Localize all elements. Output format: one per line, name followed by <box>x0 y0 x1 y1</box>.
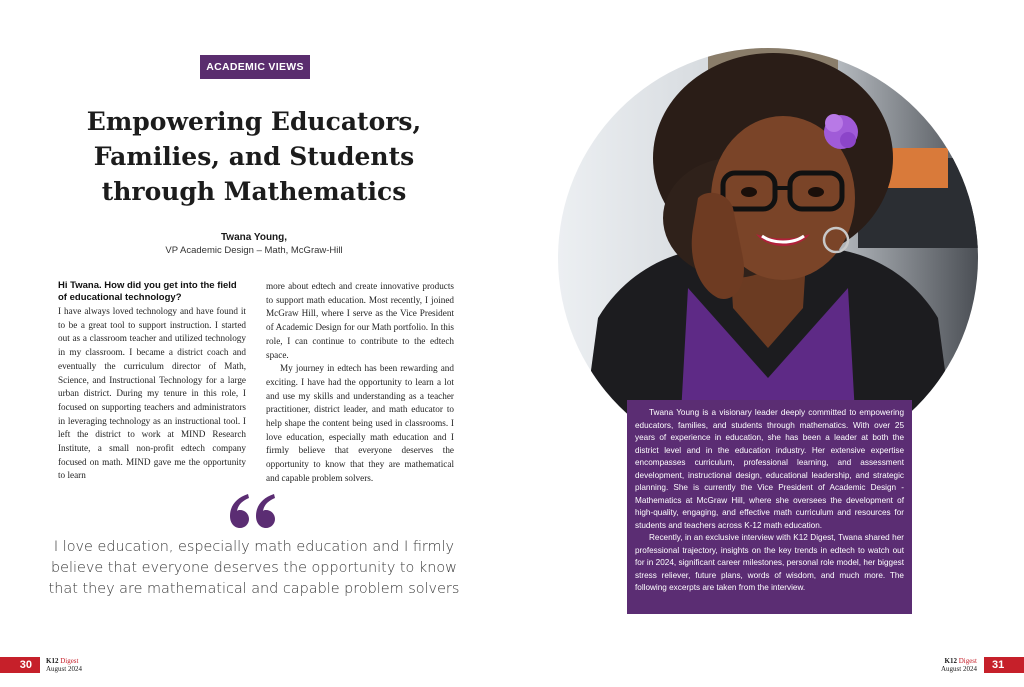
answer-paragraph: My journey in edtech has been rewarding and exciting. I have had the opportunity to learn a lot and use my skills and understanding as a teacher practitioner, district leader, and math educator to help shape the content being used in classrooms. I love education, especially math education and I firmly believe that everyone deserves the opportunity to know that they are mathematical and capable problem solvers. <box>266 363 454 483</box>
quote-mark-icon <box>226 488 282 532</box>
page-number-right: 31 <box>984 657 1024 673</box>
brand-digest: Digest <box>60 657 79 665</box>
article-title: Empowering Educators, Families, and Students through Mathematics <box>86 107 422 206</box>
issue-date: August 2024 <box>941 665 977 673</box>
brand-digest: Digest <box>958 657 977 665</box>
footer-brand-right <box>941 657 977 673</box>
page-number-left: 30 <box>0 657 40 673</box>
article-column-left <box>58 280 246 483</box>
author-bio-box <box>627 400 912 614</box>
answer-paragraph-continued: more about edtech and create innovative products to support math education. Most recently, I joined McGraw Hill, where I serve as the Vice President of Academic Design for our Math portfolio. In this role, I can continue to contribute to the edtech space. <box>266 281 454 360</box>
bio-paragraph: Recently, in an exclusive interview with K12 Digest, Twana shared her professional trajectory, insights on the key trends in edtech to watch out for in 2024, significant career milestones, personal role model, her biggest stress reliever, future plans, words of wisdom, and much more. The following excerpts are taken from the interview. <box>635 533 904 592</box>
article-column-right <box>266 280 454 486</box>
bio-paragraph: Twana Young is a visionary leader deeply committed to empowering educators, families, and students through mathematics. With over 25 years of experience in education, she has been a leader at both the district level and in the education industry. Her extensive expertise encompasses curriculum, professional learning, and assessment development, instructional design, educational leadership, and strategic planning. She is currently the Vice President of Academic Design - Mathematics at McGraw Hill, where she oversees the development of high-quality, engaging, and effective math curriculum and resources for students and teachers across K-12 math education. <box>635 408 904 530</box>
answer-paragraph: I have always loved technology and have found it to be a great tool to support instruction. I started out as a classroom teacher and utilized technology in my classroom. I became a district coach and eventually the curriculum director of Math, Science, and Instructional Technology for a large urban district. During my tenure in this role, I focused on supporting teachers and administrators in leveraging technology as an instructional tool. I left the district to work at MIND Research Institute, a small non-profit edtech company focused on math. MIND gave me the opportunity to learn <box>58 306 246 481</box>
pull-quote: I love education, especially math education and I firmly believe that everyone deserves the opportunity to know that they are mathematical and capable problem solvers <box>48 539 460 597</box>
author-role: VP Academic Design – Math, McGraw-Hill <box>165 245 343 256</box>
footer-brand-left <box>46 657 82 673</box>
issue-date: August 2024 <box>46 665 82 673</box>
brand-k12: K12 <box>46 657 59 665</box>
brand-k12: K12 <box>944 657 957 665</box>
author-name: Twana Young, <box>220 232 288 243</box>
interview-question: Hi Twana. How did you get into the field of educational technology? <box>58 280 237 303</box>
section-tag: ACADEMIC VIEWS <box>200 55 310 79</box>
